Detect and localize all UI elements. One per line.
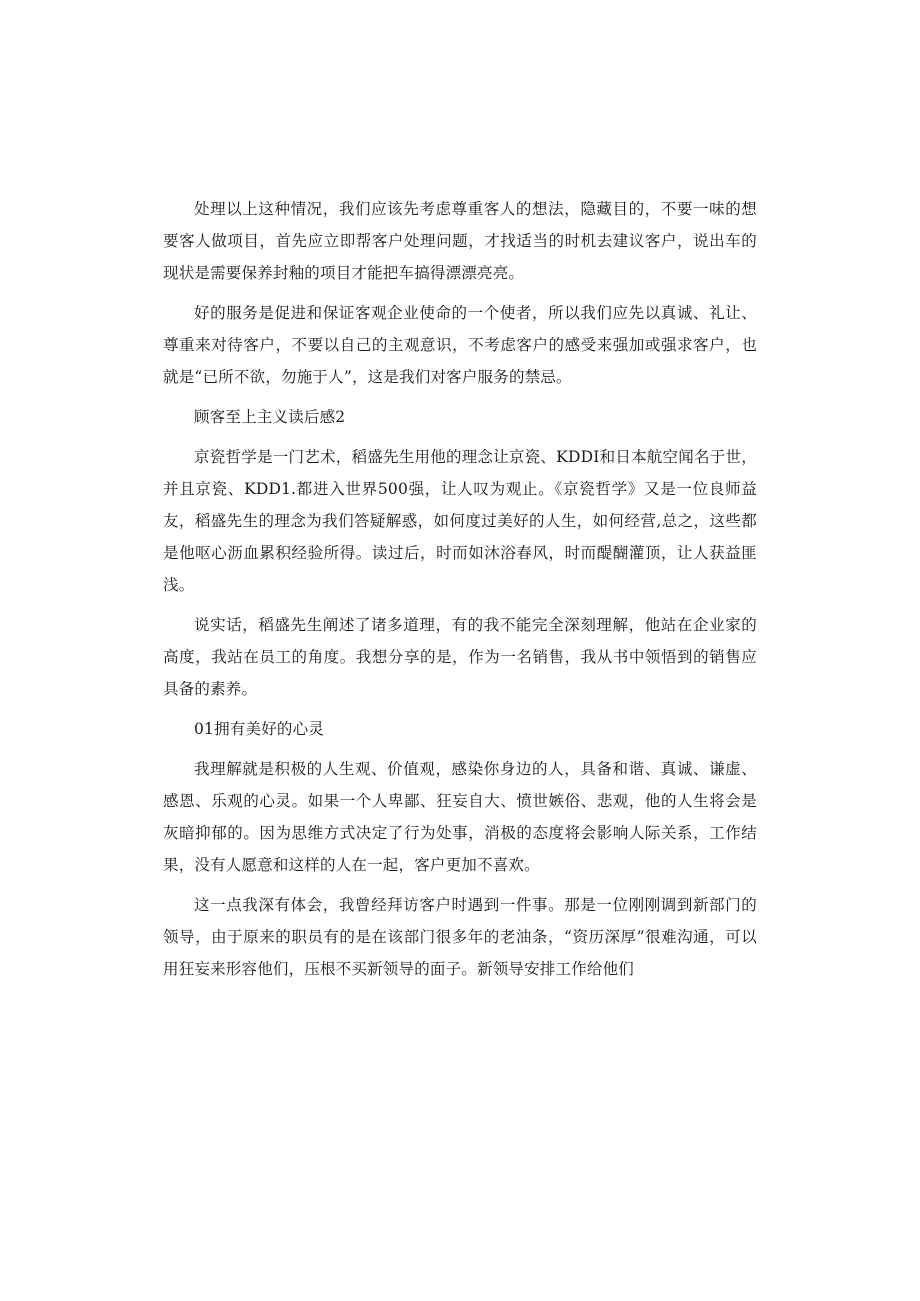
paragraph-kyocera-philosophy: 京瓷哲学是一门艺术，稻盛先生用他的理念让京瓷、KDDI和日本航空闻名于世，并且京瓷、KDD1.都进入世界500强，让人叹为观止。《京瓷哲学》又是一位良师益友，稻盛先生的理念为我们答疑解惑，如何度过美好的人生，如何经营,总之，这些都是他呕心沥血累积经验所得。读过后，时而如沐浴春风，时而醍醐灌顶，让人获益匪浅。: [163, 448, 757, 594]
paragraph-client-visit: 这一点我深有体会，我曾经拜访客户时遇到一件事。那是一位刚刚调到新部门的领导，由于原来的职员有的是在该部门很多年的老油条，“资历深厚”很难沟通，可以用狂妄来形容他们，压根不买新领导的面子。新领导安排工作给他们: [163, 896, 757, 978]
paragraph-good-service: 好的服务是促进和保证客观企业使命的一个使者，所以我们应先以真诚、礼让、尊重来对待客户，不要以自己的主观意识，不考虑客户的感受来强加或强求客户，也就是“已所不欲，勿施于人”，这是我们对客户服务的禁忌。: [163, 304, 757, 386]
document-page: [163, 193, 757, 993]
section-heading-reflection-2: 顾客至上主义读后感2: [194, 408, 346, 426]
section-heading-beautiful-mind: 01拥有美好的心灵: [194, 720, 325, 738]
paragraph-honestly: 说实话，稻盛先生阐述了诸多道理，有的我不能完全深刻理解，他站在企业家的高度，我站在员工的角度。我想分享的是，作为一名销售，我从书中领悟到的销售应具备的素养。: [163, 616, 757, 698]
paragraph-positive-outlook: 我理解就是积极的人生观、价值观，感染你身边的人，具备和谐、真诚、谦虚、感恩、乐观的心灵。如果一个人卑鄙、狂妄自大、愤世嫉俗、悲观，他的人生将会是灰暗抑郁的。因为思维方式决定了行为处事，消极的态度将会影响人际关系，工作结果，没有人愿意和这样的人在一起，客户更加不喜欢。: [163, 760, 757, 874]
paragraph-service-handling: 处理以上这种情况，我们应该先考虑尊重客人的想法，隐藏目的，不要一味的想要客人做项目，首先应立即帮客户处理问题，才找适当的时机去建议客户，说出车的现状是需要保养封釉的项目才能把车搞得漂漂亮亮。: [163, 200, 757, 282]
